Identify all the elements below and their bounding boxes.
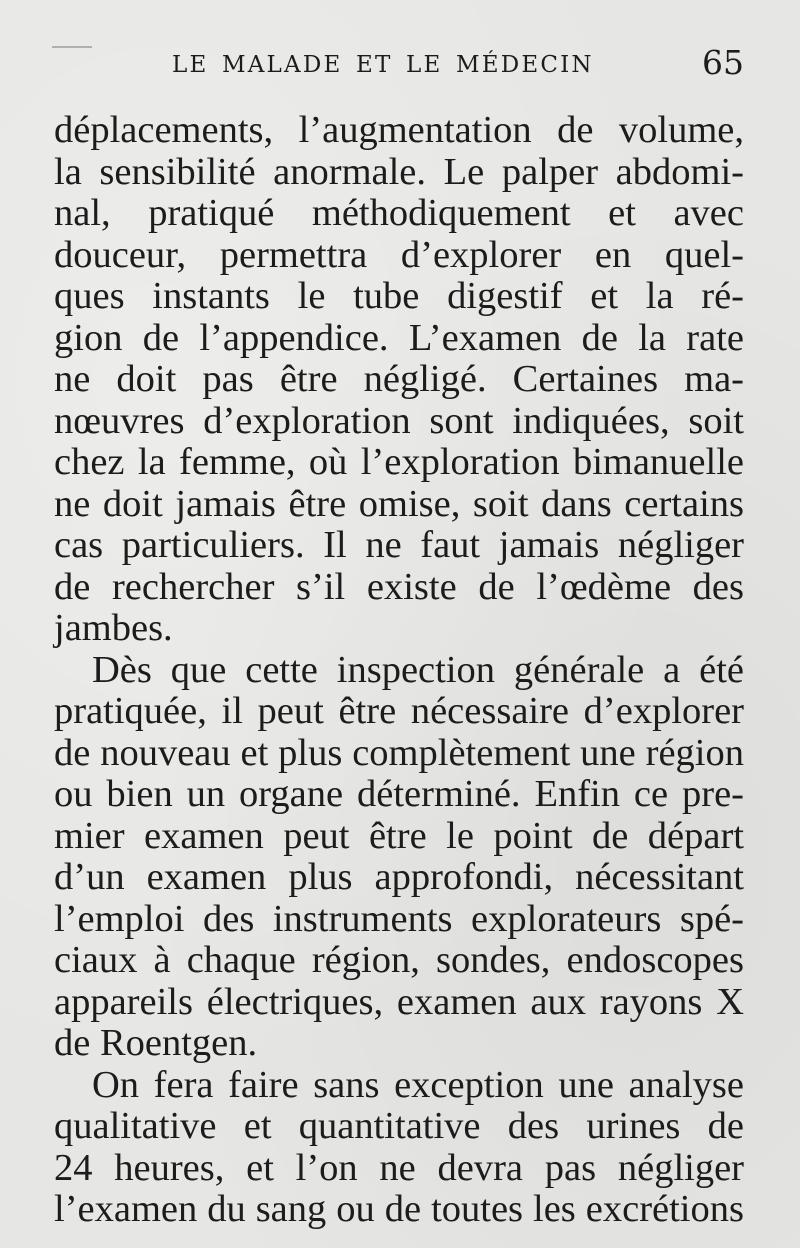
text-line: ne doit jamais être omise, soit dans certains: [54, 482, 744, 525]
page-number: 65: [702, 43, 744, 82]
text-line: de Roentgen.: [54, 1022, 258, 1064]
text-line: Dès que cette inspection générale a été: [92, 648, 744, 691]
paragraph: [54, 1065, 744, 1231]
text-line: l’emploi des instruments explorateurs spé-: [54, 897, 744, 940]
text-line: 24 heures, et l’on ne devra pas négliger: [54, 1146, 744, 1189]
text-line: d’un examen plus approfondi, nécessitant: [54, 856, 744, 898]
text-line: la sensibilité anormale. Le palper abdomi-: [54, 150, 744, 193]
text-line: nal, pratiqué méthodiquement et avec: [54, 192, 744, 234]
text-line: chez la femme, où l’exploration bimanuelle: [54, 441, 744, 483]
paragraph: [54, 650, 744, 1065]
text-line: ou bien un organe déterminé. Enfin ce pre-: [54, 773, 744, 815]
text-line: pratiquée, il peut être nécessaire d’explorer: [54, 690, 744, 732]
text-line: l’examen du sang ou de toutes les excrétions: [54, 1188, 744, 1230]
text-line: qualitative et quantitative des urines de: [54, 1105, 744, 1147]
text-line: gion de l’appendice. L’examen de la rate: [54, 316, 744, 359]
text-line: mier examen peut être le point de départ: [54, 814, 744, 857]
text-line: On fera faire sans exception une analyse: [92, 1063, 744, 1106]
running-head: [56, 42, 744, 90]
text-line: douceur, permettra d’explorer en quel-: [54, 233, 744, 276]
text-line: appareils électriques, examen aux rayons X: [54, 980, 744, 1023]
text-line: de rechercher s’il existe de l’œdème des: [54, 565, 744, 608]
text-line: ques instants le tube digestif et la ré-: [54, 275, 744, 317]
text-line: ne doit pas être négligé. Certaines ma-: [54, 358, 744, 400]
text-line: déplacements, l’augmentation de volume,: [54, 109, 744, 151]
text-line: de nouveau et plus complètement une région: [54, 731, 744, 774]
body-text: [54, 110, 744, 1231]
text-line: nœuvres d’exploration sont indiquées, soit: [54, 399, 744, 442]
text-line: jambes.: [54, 607, 173, 649]
paragraph: [54, 110, 744, 650]
text-line: cas particuliers. Il ne faut jamais négliger: [54, 524, 744, 566]
text-line: ciaux à chaque région, sondes, endoscopes: [54, 939, 744, 981]
running-title: LE MALADE ET LE MÉDECIN: [172, 52, 594, 78]
